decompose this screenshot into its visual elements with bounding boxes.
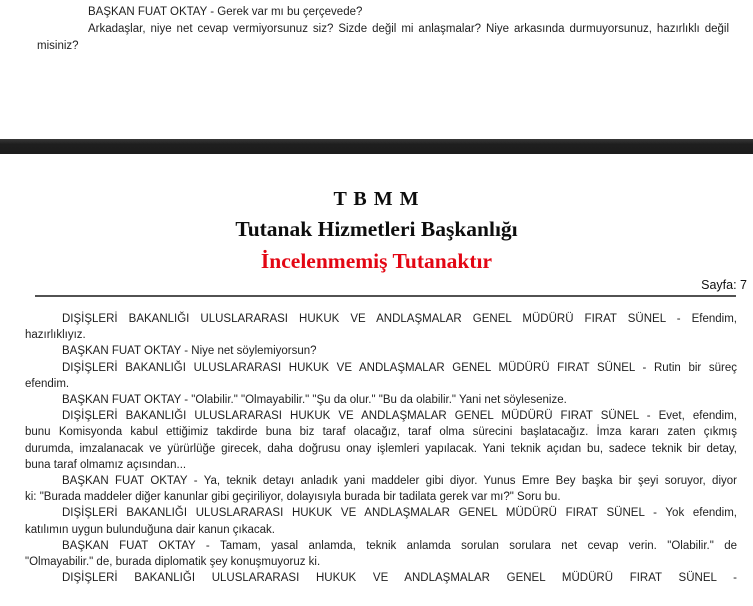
- transcript-line: ki: "Burada maddeler diğer kanunlar gibi geçiriliyor, dolayısıyla burada bir tadilata gerek var mı?" Soru bu.: [25, 491, 561, 504]
- transcript-line: BAŞKAN FUAT OKTAY - Ya, teknik detayı anladık yani maddeler gibi diyor. Yunus Emre Bey başka bir şeyi soruyor, diyor: [62, 475, 737, 488]
- transcript-line: DIŞİŞLERİ BAKANLIĞI ULUSLARARASI HUKUK VE ANDLAŞMALAR GENEL MÜDÜRÜ FIRAT SÜNEL - Efendim,: [62, 313, 737, 325]
- transcript-line: hazırlıklıyız.: [25, 329, 86, 342]
- transcript-line: BAŞKAN FUAT OKTAY - "Olabilir." "Olmayabilir." "Şu da olur." "Bu da olabilir." Yani net söylesenize.: [62, 394, 567, 407]
- transcript-line: DIŞİŞLERİ BAKANLIĞI ULUSLARARASI HUKUK VE ANDLAŞMALAR GENEL MÜDÜRÜ FIRAT SÜNEL - Rutin bir süreç: [62, 361, 737, 374]
- page-header-org-title: T B M M: [333, 188, 420, 210]
- page-header-department: Tutanak Hizmetleri Başkanlığı: [235, 217, 518, 241]
- transcript-paragraph: [25, 505, 737, 537]
- transcript-paragraph: [25, 392, 737, 408]
- transcript-paragraph: [25, 473, 737, 505]
- transcript-line-clipped: DIŞİŞLERİ BAKANLIĞI ULUSLARARASI HUKUK VE ANDLAŞMALAR GENEL MÜDÜRÜ FIRAT SÜNEL -: [62, 572, 737, 585]
- transcript-paragraph: [25, 538, 737, 570]
- transcript-paragraph: [25, 311, 737, 343]
- transcript-line: efendim.: [25, 377, 70, 390]
- previous-page-bottom: [0, 0, 753, 139]
- transcript-paragraph: [25, 360, 737, 392]
- transcript-line: DIŞİŞLERİ BAKANLIĞI ULUSLARARASI HUKUK VE ANDLAŞMALAR GENEL MÜDÜRÜ FIRAT SÜNEL - Evet, efendim,: [62, 410, 737, 423]
- transcript-line: Arkadaşlar, niye net cevap vermiyorsunuz siz? Sizde değil mi anlaşmalar? Niye arkasında durmuyorsunuz, hazırlıklı değil: [88, 23, 729, 35]
- transcript-paragraph: [25, 343, 737, 359]
- transcript-line: "Olmayabilir." de, burada diplomatik şey konuşmuyoruz ki.: [25, 556, 321, 569]
- transcript-line: durumda, imzalanacak ve yürürlüğe girecek, daha doğrusu onay işlemleri yapılacak. Yani teknik açıdan bu, sadece teknik bir detay,: [25, 442, 737, 455]
- page-separator: [0, 139, 753, 154]
- transcript-line: misiniz?: [37, 40, 79, 52]
- transcript-paragraph-partial: [25, 570, 737, 586]
- transcript-paragraph: [25, 408, 737, 473]
- transcript-line: BAŞKAN FUAT OKTAY - Niye net söylemiyorsun?: [62, 345, 317, 358]
- transcript-line: BAŞKAN FUAT OKTAY - Tamam, yasal anlamda, teknik anlamda sorulan sorulara net cevap verin. "Olabilir." de: [62, 539, 737, 552]
- transcript-line: buna taraf olmamız açısından...: [25, 458, 187, 471]
- transcript-line: BAŞKAN FUAT OKTAY - Gerek var mı bu çerçevede?: [88, 6, 363, 18]
- current-page: [0, 186, 753, 606]
- page-header-status-red: İncelenmemiş Tutanaktır: [260, 249, 493, 273]
- page-number-label: Sayfa: 7: [701, 278, 747, 292]
- transcript-line: katılımın uygun bulunduğuna dair kanun çıkacak.: [25, 523, 275, 536]
- transcript-paragraph: [37, 21, 729, 55]
- header-rule: [35, 295, 736, 297]
- transcript-line: DIŞİŞLERİ BAKANLIĞI ULUSLARARASI HUKUK VE ANDLAŞMALAR GENEL MÜDÜRÜ FIRAT SÜNEL - Yok efendim,: [62, 507, 737, 520]
- transcript-body: [0, 311, 753, 586]
- transcript-line: bunu Komisyonda kabul ettiğimiz takdirde buna biz taraf olacağız, taraf olma sürecini başlatacağız. İmza kararı zaten çıkmış: [25, 426, 737, 439]
- transcript-paragraph: [37, 4, 729, 21]
